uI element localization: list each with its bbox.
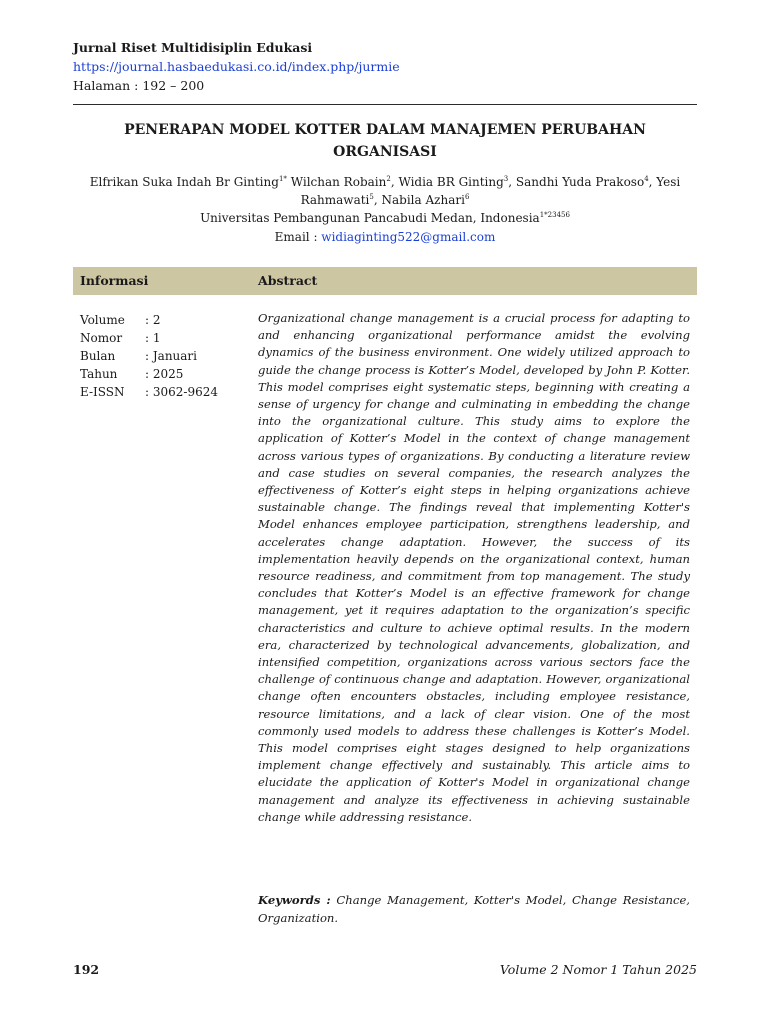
author-affiliation-marker: 6 [464, 193, 470, 201]
meta-row-nomor [80, 329, 250, 347]
affiliation [73, 209, 697, 228]
meta-key: Nomor [80, 331, 123, 345]
journal-header [73, 38, 697, 95]
header-divider [73, 104, 697, 105]
meta-value: : 2025 [145, 367, 184, 381]
author-separator: , [373, 193, 382, 207]
author-affiliation-marker: 5 [369, 193, 374, 201]
journal-page-range: Halaman : 192 – 200 [73, 78, 205, 93]
meta-key: Bulan [80, 349, 116, 363]
meta-row-volume [80, 311, 250, 329]
journal-name: Jurnal Riset Multidisiplin Edukasi [73, 40, 313, 55]
paper-title-line-1: PENERAPAN MODEL KOTTER DALAM MANAJEMEN PERUBAHAN [124, 122, 646, 138]
author-name: Widia BR Ginting [398, 175, 504, 189]
email-line [73, 228, 697, 247]
meta-value: : 2 [145, 313, 161, 327]
author-affiliation-marker: 1* [278, 175, 287, 183]
author-name: Elfrikan Suka Indah Br Ginting [89, 175, 279, 189]
keywords-text: Change Management, Kotter's Model, Change Resistance, Organization. [258, 893, 690, 925]
email-link[interactable]: widiaginting522@gmail.com [321, 230, 496, 244]
author-separator: , [508, 175, 516, 189]
author-affiliation-marker: 3 [503, 175, 509, 183]
title-block [73, 119, 697, 247]
author-separator: , [390, 175, 399, 189]
footer-issue: Volume 2 Nomor 1 Tahun 2025 [499, 962, 697, 977]
paper-title [73, 119, 697, 163]
abstract-heading: Abstract [258, 273, 318, 288]
author-affiliation-marker: 2 [386, 175, 391, 183]
keywords [258, 892, 690, 927]
meta-row-eissn [80, 383, 250, 401]
author-affiliation-marker: 4 [644, 175, 649, 183]
meta-value: : 1 [145, 331, 161, 345]
author-list [73, 173, 697, 209]
author-name: Sandhi Yuda Prakoso [515, 175, 645, 189]
meta-row-tahun [80, 365, 250, 383]
journal-url-link[interactable]: https://journal.hasbaedukasi.co.id/index.php/jurmie [73, 59, 400, 74]
author-name: Nabila Azhari [381, 193, 465, 207]
author-name: Wilchan Robain [290, 175, 387, 189]
paper-title-line-2: ORGANISASI [333, 144, 437, 160]
meta-value: : Januari [145, 349, 198, 363]
email-label: Email : [274, 230, 322, 244]
meta-key: Volume [80, 313, 125, 327]
meta-key: Tahun [80, 367, 118, 381]
section-header-bar [73, 267, 697, 295]
keywords-label: Keywords : [258, 893, 331, 907]
meta-key: E-ISSN [80, 385, 125, 399]
info-heading: Informasi [80, 273, 149, 288]
meta-row-bulan [80, 347, 250, 365]
abstract-text: Organizational change management is a crucial process for adapting to and enhancing organizational performance amidst the evolving dynamics of the business environment. One widely utilized approach to guide the change process is Kotter’s Model, developed by John P. Kotter. This model comprises eight systematic steps, beginning with creating a sense of urgency for change and culminating in embedding the change into the organizational culture. This study aims to explore the application of Kotter’s Model in the context of change management across various types of organizations. By conducting a literature review and case studies on several companies, the research analyzes the effectiveness of Kotter’s eight steps in helping organizations achieve sustainable change. The findings reveal that implementing Kotter's Model enhances employee participation, strengthens leadership, and accelerates change adaptation. However, the success of its implementation heavily depends on the organizational context, human resource readiness, and commitment from top management. The study concludes that Kotter’s Model is an effective framework for change management, yet it requires adaptation to the organization’s specific characteristics and culture to achieve optimal results. In the modern era, characterized by technological advancements, globalization, and intensified competition, organizations across various sectors face the challenge of continuous change and adaptation. However, organizational change often encounters obstacles, including employee resistance, resource limitations, and a lack of clear vision. One of the most commonly used models to address these challenges is Kotter’s Model. This model comprises eight stages designed to help organizations implement change effectively and sustainably. This article aims to elucidate the application of Kotter's Model in organizational change management and analyze its effectiveness in achieving sustainable change while addressing resistance. [258, 311, 690, 824]
author-separator: , [648, 175, 657, 189]
meta-value: : 3062-9624 [145, 385, 218, 399]
footer-page-number: 192 [73, 962, 100, 977]
author-name: Yesi Rahmawati [300, 175, 681, 207]
affiliation-text: Universitas Pembangunan Pancabudi Medan, Indonesia [200, 211, 540, 225]
affiliation-marker: 1*23456 [539, 211, 570, 219]
article-metadata [80, 311, 250, 401]
paper-page [73, 0, 697, 1024]
